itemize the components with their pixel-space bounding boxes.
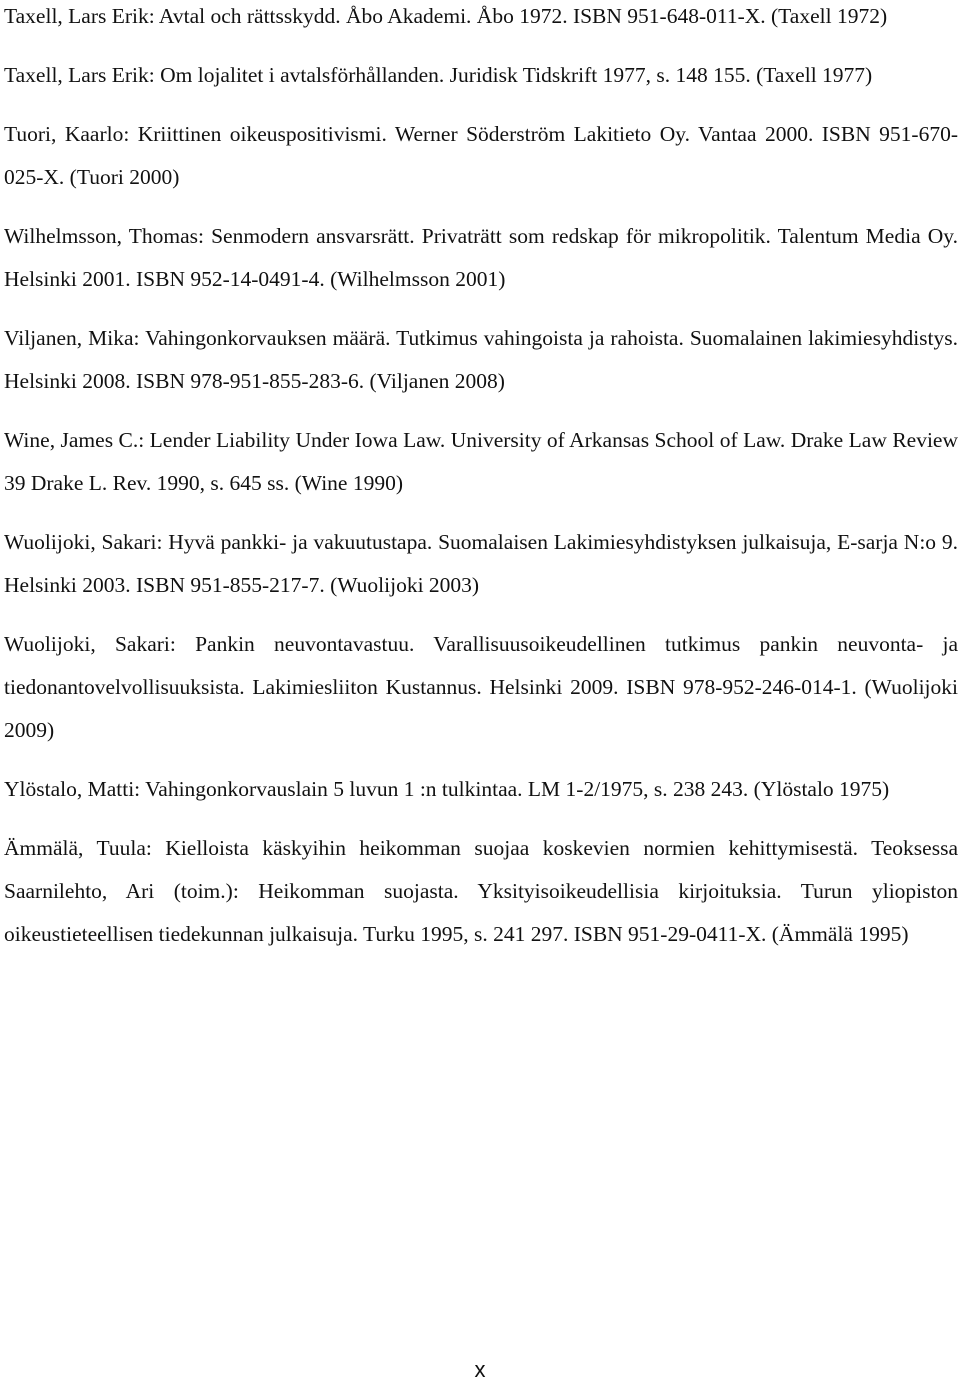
reference-entry: Taxell, Lars Erik: Om lojalitet i avtalsförhållanden. Juridisk Tidskrift 1977, s. 148 155. (Taxell 1977) [4, 63, 873, 87]
reference-entry: Wilhelmsson, Thomas: Senmodern ansvarsrätt. Privaträtt som redskap för mikropolitik. Talentum Media Oy. Helsinki 2001. ISBN 952-14-0491-4. (Wilhelmsson 2001) [4, 224, 958, 291]
reference-entry: Wuolijoki, Sakari: Hyvä pankki- ja vakuutustapa. Suomalaisen Lakimiesyhdistyksen julkaisuja, E-sarja N:o 9. Helsinki 2003. ISBN 951-855-217-7. (Wuolijoki 2003) [4, 530, 958, 597]
reference-entry: Ämmälä, Tuula: Kielloista käskyihin heikomman suojaa koskevien normien kehittymisestä. Teoksessa Saarnilehto, Ari (toim.): Heikomman suojasta. Yksityisoikeudellisia kirjoituksia. Turun yliopiston oikeustieteellisen tiedekunnan julkaisuja. Turku 1995, s. 241 297. ISBN 951-29-0411-X. (Ämmälä 1995) [4, 836, 958, 946]
reference-entry: Wine, James C.: Lender Liability Under Iowa Law. University of Arkansas School of Law. Drake Law Review 39 Drake L. Rev. 1990, s. 645 ss. (Wine 1990) [4, 428, 958, 495]
reference-list [4, 0, 958, 972]
page-number: x [474, 1357, 486, 1382]
reference-entry: Viljanen, Mika: Vahingonkorvauksen määrä. Tutkimus vahingoista ja rahoista. Suomalainen lakimiesyhdistys. Helsinki 2008. ISBN 978-951-855-283-6. (Viljanen 2008) [4, 326, 958, 393]
reference-entry: Tuori, Kaarlo: Kriittinen oikeuspositivismi. Werner Söderström Lakitieto Oy. Vantaa 2000. ISBN 951-670-025-X. (Tuori 2000) [4, 122, 958, 189]
reference-entry: Ylöstalo, Matti: Vahingonkorvauslain 5 luvun 1 :n tulkintaa. LM 1-2/1975, s. 238 243. (Ylöstalo 1975) [4, 777, 890, 801]
reference-entry: Taxell, Lars Erik: Avtal och rättsskydd. Åbo Akademi. Åbo 1972. ISBN 951-648-011-X. (Taxell 1972) [4, 4, 888, 28]
reference-entry: Wuolijoki, Sakari: Pankin neuvontavastuu. Varallisuusoikeudellinen tutkimus pankin neuvonta- ja tiedonantovelvollisuuksista. Lakimiesliiton Kustannus. Helsinki 2009. ISBN 978-952-246-014-1. (Wuolijoki 2009) [4, 632, 958, 742]
